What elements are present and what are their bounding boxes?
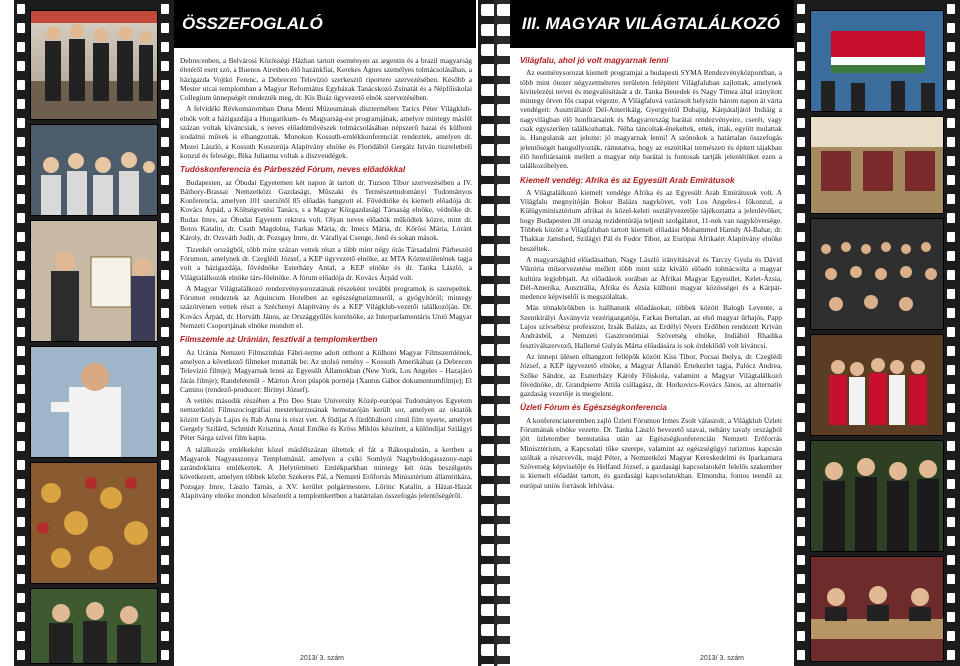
photo-banner-scene [811, 11, 944, 111]
sprocket-hole [497, 364, 510, 376]
sprocket-hole [797, 61, 805, 71]
sprocket-hole [947, 460, 955, 470]
sprocket-hole [17, 61, 25, 71]
sprocket-hole [947, 80, 955, 90]
sprocket-hole [481, 44, 494, 56]
sprocket-hole [947, 23, 955, 33]
right-paragraph: A konferenciateremben zajló Üzleti Fórumon Irmes Zsolt válaszolt, a Világklub Üzleti Fórumának elnöke vezette. Dr. Tanka László bevezető szavai, nehány tavaly országból jött üzletember bemutatása után az Egészségkonferencián Nemzeti Erőforrás Minisztérium, a Kapcsolati tőke szerepe, valamint az egészségügyi turizmus kapcsán szóltak a résztvevők, majd Péter, a Nemzetközi Magyar Kereskedelmi és Iparkamara Szövetség képviselője és Helfand József, a gazdasági kapcsolatokért felelős szakember is kiemelt előadást tartott, és gazdasági kapcsolatokban. Elmondta, fontos teendő az európai uniós források lehívása. [520, 415, 782, 490]
sprocket-hole [161, 441, 169, 451]
photo-award-figures [31, 221, 158, 341]
sprocket-hole [161, 61, 169, 71]
sprocket-hole [481, 364, 494, 376]
sprocket-hole [947, 251, 955, 261]
sprocket-hole [161, 118, 169, 128]
sprocket-hole [497, 144, 510, 156]
sprocket-hole [497, 104, 510, 116]
sprocket-hole [161, 517, 169, 527]
photo-speaker [30, 346, 158, 458]
sprocket-hole [161, 194, 169, 204]
sprocket-hole [481, 84, 494, 96]
sprocket-hole [161, 308, 169, 318]
sprocket-hole [481, 224, 494, 236]
right-paragraph: Az eseménysorozat kiemelt programjai a budapesti SYMA Rendezvényközpontban, a több mint ötezer négyzetméteres területen felépített Világfaluban zajlottak, amelynek kivitelezési tervei és megvalósítását a dr. Tanka Benedek és Nagy Tímea által irányított mintegy ötven fős csapat végezte. A Világfaluvá varázsolt helyszín három napon át várta vendégeit: Ausztráliától Dél-Amerikáig, Gyergyótól Dubajig, Kárpátaljától Indiáig a nagyvilágban élő honfitársaink és Magyarország barátai rendezvényeire, cserét, vagy csak egyszerűen találkozhattak. Néha táncoltak-énekeltek, ettek, ittak, együtt mulattak is. Hangulatuk azt jelezte: jó magyarnak lenni! A szónokok a határtalan összefogás jelentőségét hangsúlyozták, rámutatva, hogy az esztétikai természeti és épített tájakban élő honfitársaink mellett a magyar nép barátai is fontosak tartják jelenlétüket ezen a találkozóhelyen. [520, 68, 782, 171]
sprocket-hole [497, 244, 510, 256]
photo-outdoor-figures [31, 589, 158, 663]
sprocket-hole [497, 304, 510, 316]
sprocket-hole [481, 204, 494, 216]
sprocket-hole [497, 44, 510, 56]
sprocket-hole [17, 536, 25, 546]
sprocket-hole [481, 444, 494, 456]
sprocket-hole [947, 42, 955, 52]
sprocket-hole [481, 404, 494, 416]
sprocket-hole [497, 564, 510, 576]
sprocket-hole [481, 484, 494, 496]
left-text-column [180, 56, 472, 616]
sprocket-hole [481, 624, 494, 636]
sprocket-hole [161, 80, 169, 90]
photo-crowd-audience [810, 218, 944, 330]
left-paragraph: A vetítés második részében a Pro Deo State University Közép-európai Tudományos Egyetem nemzetközi Filmszociográfiai mesterkurzusának bemutatóján került sor, amelyen az oktatók között Gulyás Lajos és Rab Anna is részt vett. A fődíjat A fürdőháború című film nyerte, amelyet Gergely Szilárd, Schmidt Krisztina, Antal Emőke és Kröss Miklós készített, a különdíjat Szilágyi Péter Sárga szívei film kapta. [180, 396, 472, 443]
sprocket-hole [17, 194, 25, 204]
photo-stall-goods [31, 463, 158, 583]
sprocket-hole [797, 175, 805, 185]
sprocket-hole [797, 517, 805, 527]
sprocket-hole [161, 42, 169, 52]
sprocket-hole [161, 213, 169, 223]
sprocket-hole [797, 137, 805, 147]
sprocket-hole [481, 64, 494, 76]
photo-hall-scene [811, 117, 944, 213]
sprocket-hole [481, 424, 494, 436]
sprocket-hole [17, 42, 25, 52]
sprocket-hole [17, 327, 25, 337]
sprocket-hole [797, 498, 805, 508]
sprocket-hole [161, 536, 169, 546]
sprocket-hole [17, 289, 25, 299]
sprocket-hole [797, 441, 805, 451]
photo-crowd-scene [811, 219, 944, 329]
left-page-footer [300, 655, 344, 662]
sprocket-hole [17, 118, 25, 128]
sprocket-hole [161, 4, 169, 14]
sprocket-hole [797, 194, 805, 204]
right-section-heading: Világfalu, ahol jó volt magyarnak lenni [520, 56, 669, 65]
sprocket-hole [17, 650, 25, 660]
sprocket-hole [481, 604, 494, 616]
sprocket-hole [797, 365, 805, 375]
sprocket-hole [161, 327, 169, 337]
sprocket-hole [161, 650, 169, 660]
sprocket-hole [947, 593, 955, 603]
sprocket-hole [17, 308, 25, 318]
photo-exhibition-hall [810, 116, 944, 214]
photo-market-stall [30, 462, 158, 584]
sprocket-hole [161, 23, 169, 33]
right-paragraph: A magyarsághid előadásaiban, Nagy László irányításával és Tarczy Gyula és Dávid Viktória műsorvezetése mellett több mint száz kiváló előadó tolmácsolta a magyar kultúra legjobbjait. Az előadások sorában az Afrikai Magyar Egyesület, Kelet-Ázsia, Dél-Amerika, Ausztrália, Afrika és Ázsia külhoni magyar közösségei és a Kárpát-medence képviselői is megszólaltak. [520, 254, 782, 302]
sprocket-hole [497, 604, 510, 616]
sprocket-hole [797, 156, 805, 166]
sprocket-hole [797, 42, 805, 52]
right-paragraph: Az ünnepi ülésen elhangzott fellépők között Kiss Tibor, Pocsai Ibolya, dr. Czeglédi József, a KEP ügyvezető elnöke, a Magyar Állandó Értekezlet tagja, Palócz Andrea, Szőke Sándor, az Eszterházy Károly Főiskola, valamint a Magyar Világtalálkozó fővédnöke, dr. Grandpierre Attila csillagász, dr. Horkovics-Kovács János, az alternatív gazdaság vezetője is megjelent. [520, 351, 782, 399]
sprocket-hole [17, 555, 25, 565]
sprocket-hole [947, 517, 955, 527]
sprocket-hole [497, 584, 510, 596]
left-paragraph: A találkozás emlékeként közel másfélszázan ültettek el fát a Rákospalotán, a kertben a Magyarok Nagyasszonya Templománál, amelyen a csíki Somlyói Nagyboldogasszony-napi zarándoklatra emlékeztek. A Helytörténeti Emlékparkban mintegy két órás beszélgetés következett, amelyen többek között Szekeres Pál, a Nemzeti Erőforrás Minisztérium államtitkára, Pozsgay Imre, Lászlo Tamás, a XV. kerület polgármestere, Lőrinc Katalin, a Házat-Hazát Alapítvány elnöke mondott köszöntőt a templomkertben a határtalan összefogás jelentőségéről. [180, 444, 472, 501]
sprocket-hole [797, 422, 805, 432]
photo-guests-scene [811, 441, 944, 551]
photo-award-presentation [30, 220, 158, 342]
sprocket-hole [17, 99, 25, 109]
sprocket-hole [481, 564, 494, 576]
sprocket-hole [161, 612, 169, 622]
sprocket-hole [481, 144, 494, 156]
right-paragraph: A Világtalálkozó kiemelt vendége Afrika és az Egyesült Arab Emírátusok volt. A Világfalu megnyitóján Bokor Balázs nagykövet, volt Los Angeles-i főkonzul, a Külügyminisztérium afrikai és közel-keleti osztályvezetője tájékoztatta a jelenlévőket, hogy Budapesten 28 ország rezidentúrája teljesít szolgálatot, 11-nek van nagykövetsége. Többek között a Világfaluban tartott kiemelt előadást Mohammed Hamdy Al-Bahar, dr. Thakkar Jamshed, Szilágyi Pál és Fodor Tibor, az Európai Afrikaért Alapítvány elnöke beszéltek. [520, 187, 782, 253]
sprocket-hole [947, 156, 955, 166]
sprocket-hole [497, 224, 510, 236]
photo-dancers-scene [811, 335, 944, 435]
sprocket-hole [481, 524, 494, 536]
sprocket-hole [947, 365, 955, 375]
sprocket-hole [481, 464, 494, 476]
right-page-header [510, 0, 794, 48]
sprocket-hole [497, 324, 510, 336]
sprocket-hole [497, 404, 510, 416]
sprocket-hole [947, 327, 955, 337]
sprocket-hole [17, 631, 25, 641]
sprocket-hole [481, 304, 494, 316]
sprocket-hole [947, 175, 955, 185]
sprocket-hole [17, 4, 25, 14]
sprocket-hole [17, 175, 25, 185]
sprocket-hole [797, 251, 805, 261]
sprocket-hole [481, 644, 494, 656]
sprocket-hole [161, 270, 169, 280]
sprocket-hole [161, 232, 169, 242]
sprocket-hole [17, 232, 25, 242]
sprocket-hole [17, 251, 25, 261]
sprocket-hole [797, 232, 805, 242]
left-paragraph: A felvidéki Révkomáromban Duna Menti Múzeumának dísztermében Tarics Péter Világklub-elnök volt a házigazdája a Hungarikum- és Magyarság-est programjának, amelyre mintegy másfél százan voltak kíváncsiak, s neves előadóművészek tolmácsolásában népszerű hazai és külhoni irodalmi művek is elhangzottak. Monokon Kossuth-emlékkonferenciát rendeztek, amelyen dr. Mezei László, a Kossuth Koszorúja Alapítvány elnöke és Floridából Gergátz István tiszteletbeli konzul és felesége, Bika Julianna voltak a díszvendégek. [180, 104, 472, 160]
sprocket-hole [947, 4, 955, 14]
right-footer-text: 2013/ 3. szám [700, 655, 744, 662]
sprocket-hole [481, 104, 494, 116]
sprocket-hole [947, 631, 955, 641]
sprocket-hole [947, 270, 955, 280]
sprocket-hole [497, 344, 510, 356]
sprocket-hole [161, 555, 169, 565]
photo-audience-figures [31, 125, 158, 215]
sprocket-hole [947, 650, 955, 660]
sprocket-hole [17, 346, 25, 356]
sprocket-hole [947, 555, 955, 565]
sprocket-hole [947, 422, 955, 432]
left-page-header [174, 0, 476, 48]
right-film-strip [794, 0, 960, 666]
sprocket-hole [481, 184, 494, 196]
left-section-heading: Filmszemle az Uránián, fesztivál a templomkertben [180, 335, 378, 345]
left-paragraph: Tizenkét országból, több mint százan vettek részt a több mint négy órás Társadalmi Párbeszéd Fórumon, amelynek dr. Czeglédi József, a KEP ügyvezető elnöke, az MTA Köztestületének tagja volt a házigazdája, fővédnöke Esterházy Antal, a KEP elnöke és dr. Tanka László, a Világtalálkozók elnöke társ-főelnöke. A fórum előadója dr. Kovács Árpád volt. [180, 244, 472, 282]
sprocket-hole [481, 344, 494, 356]
sprocket-hole [17, 156, 25, 166]
sprocket-hole [947, 498, 955, 508]
sprocket-hole [947, 536, 955, 546]
sprocket-hole [947, 213, 955, 223]
sprocket-hole [947, 137, 955, 147]
sprocket-hole [497, 544, 510, 556]
sprocket-hole [797, 270, 805, 280]
photo-audience [30, 124, 158, 216]
left-paragraph: Az Uránia Nemzeti Filmszínház Fábri-terme adott otthont a Külhoni Magyar Filmszemlének, amelyen a következő filmeket mutatták be: Az utolsó remény – Kossuth Amerikában (a Debrecen Televízió filmje); Magyarnak lenni az Egyesült Államokban (New York, Los Angeles – Hazajáró Járás filmje); Randeletenül – Márton Áron püspök portréja (Xantus Gábor dokumentumfilmje); El Camino (rendező-producer: Birinyi József). [180, 347, 472, 394]
sprocket-hole [797, 99, 805, 109]
sprocket-hole [797, 308, 805, 318]
sprocket-hole [947, 99, 955, 109]
sprocket-hole [17, 612, 25, 622]
sprocket-hole [497, 204, 510, 216]
sprocket-hole [17, 517, 25, 527]
sprocket-hole [161, 593, 169, 603]
sprocket-hole [797, 80, 805, 90]
left-footer-text: 2013/ 3. szám [300, 655, 344, 662]
photo-group-of-men [30, 10, 158, 120]
sprocket-hole [161, 137, 169, 147]
sprocket-hole [481, 504, 494, 516]
photo-group-figures [31, 11, 158, 119]
sprocket-hole [497, 4, 510, 16]
sprocket-hole [161, 479, 169, 489]
sprocket-hole [497, 524, 510, 536]
sprocket-hole [497, 504, 510, 516]
left-paragraph: Debrecenben, a Belvárosi Közösségi Házban tartott eseményen az argentin és a brazil magyarság életéről esett szó, a Buenos Airesben élő hazánkfiai, Kerekes Ágnes személyes tolmácsolásában, a házigazda Vojtkó Ferenc, a Debrecen Televízió szerkesztő riportere szervezésében. Később a Mester utcai templomban a Magyar Református Egyházak Tanácskozó Zsinatát és a Népfőiskolai Collegium ünnepségét rendezték meg, dr. Kis Boáz ügyvezető elnök szervezésében. [180, 56, 472, 103]
sprocket-hole [947, 308, 955, 318]
sprocket-hole [797, 118, 805, 128]
sprocket-hole [947, 384, 955, 394]
sprocket-hole [497, 624, 510, 636]
sprocket-hole [947, 118, 955, 128]
left-section-heading: Tudóskonferencia és Párbeszéd Fórum, neves előadókkal [180, 165, 406, 175]
sprocket-hole [947, 479, 955, 489]
sprocket-hole [797, 574, 805, 584]
right-text-column [520, 56, 782, 646]
sprocket-hole [497, 384, 510, 396]
sprocket-hole [947, 61, 955, 71]
sprocket-hole [497, 64, 510, 76]
sprocket-hole [947, 194, 955, 204]
left-header-title: ÖSSZEFOGLALÓ [182, 14, 323, 33]
sprocket-hole [481, 164, 494, 176]
sprocket-hole [947, 346, 955, 356]
sprocket-hole [497, 444, 510, 456]
sprocket-hole [17, 384, 25, 394]
sprocket-hole [17, 365, 25, 375]
sprocket-hole [947, 232, 955, 242]
sprocket-hole [161, 422, 169, 432]
center-right-film-strip [494, 0, 510, 666]
left-paragraph: A Magyar Világtalálkozó rendezvénysorozatának részeként további programok is szerepeltek. Fórumot rendeztek az Aquincum Hotelben az egészségturizmusról, a gyógyítóról; mintegy százötvenen vettek részt a Széchenyi Alapítvány és a KEP Világklub-vezetői találkozóján. Dr. Kovács Árpád, dr. Horváth János, az Országgyűlés korelnöke, az Interparlamentáris Unió Magyar Nemzeti Csoportjának elnöke mondott el. [180, 283, 472, 331]
sprocket-hole [947, 403, 955, 413]
sprocket-hole [797, 384, 805, 394]
sprocket-hole [161, 99, 169, 109]
right-section-heading: Kiemelt vendég: Afrika és az Egyesült Arab Emírátusok [520, 175, 735, 185]
sprocket-hole [497, 84, 510, 96]
sprocket-hole [161, 346, 169, 356]
sprocket-hole [161, 403, 169, 413]
sprocket-hole [17, 479, 25, 489]
sprocket-hole [497, 164, 510, 176]
sprocket-hole [481, 24, 494, 36]
sprocket-hole [17, 422, 25, 432]
sprocket-hole [797, 4, 805, 14]
left-film-strip [14, 0, 174, 666]
sprocket-hole [481, 584, 494, 596]
sprocket-hole [497, 184, 510, 196]
sprocket-hole [797, 460, 805, 470]
sprocket-hole [797, 23, 805, 33]
sprocket-hole [17, 441, 25, 451]
sprocket-hole [481, 284, 494, 296]
photo-event-banner [810, 10, 944, 112]
sprocket-hole [17, 270, 25, 280]
sprocket-hole [797, 536, 805, 546]
sprocket-hole [161, 631, 169, 641]
sprocket-hole [161, 460, 169, 470]
sprocket-hole [161, 156, 169, 166]
photo-folk-dancers [810, 334, 944, 436]
sprocket-hole [17, 80, 25, 90]
sprocket-hole [947, 612, 955, 622]
sprocket-hole [17, 137, 25, 147]
left-paragraph: Budapesten, az Óbudai Egyetemen két napon át tartott dr. Tuzson Tibor szervezésében a IV. Báthory-Brassai Nemzetközi Gazdasági, Műszaki és Természettudományi Tudományos Konferencia, amelyen 101 szerzőtől 85 előadás hangzott el. Fővédnöke és kiemelt előadója dr. Kovács Árpád, a Költségvetési Tanács, s a Magyar Közgazdasági Társaság elnöke, védnöke dr. Rudas Imre, az Óbudai Egyetem rektora volt. Olyan neves előadók működtek közre, mint dr. Botos Katalin, dr. Csath Magdolna, Farkas Mária, dr. Imecs Mária, dr. Kőrösi Mária, Lóránt Károly, dr. Ozsváth Judit, dr. Pozsgay Imre, dr. Várallyai Csenge, Jenő és sokan mások. [180, 177, 472, 243]
sprocket-hole [797, 327, 805, 337]
sprocket-hole [797, 631, 805, 641]
photo-outdoor-group [30, 588, 158, 664]
sprocket-hole [797, 289, 805, 299]
sprocket-hole [947, 441, 955, 451]
sprocket-hole [797, 593, 805, 603]
sprocket-hole [17, 213, 25, 223]
center-left-film-strip [478, 0, 494, 666]
sprocket-hole [497, 644, 510, 656]
sprocket-hole [481, 384, 494, 396]
sprocket-hole [797, 346, 805, 356]
sprocket-hole [797, 403, 805, 413]
sprocket-hole [497, 464, 510, 476]
sprocket-hole [161, 384, 169, 394]
sprocket-hole [161, 175, 169, 185]
sprocket-hole [497, 484, 510, 496]
sprocket-hole [497, 424, 510, 436]
right-header-title: III. MAGYAR VILÁGTALÁLKOZÓ [521, 14, 780, 33]
right-page-footer [700, 655, 744, 662]
sprocket-hole [481, 4, 494, 16]
sprocket-hole [17, 23, 25, 33]
sprocket-hole [161, 251, 169, 261]
sprocket-hole [497, 24, 510, 36]
sprocket-hole [497, 284, 510, 296]
sprocket-hole [161, 289, 169, 299]
sprocket-hole [481, 324, 494, 336]
sprocket-hole [17, 593, 25, 603]
sprocket-hole [797, 612, 805, 622]
sprocket-hole [797, 650, 805, 660]
sprocket-hole [17, 498, 25, 508]
sprocket-hole [947, 289, 955, 299]
photo-table-scene [811, 557, 944, 661]
photo-conference-table [810, 556, 944, 662]
sprocket-hole [161, 498, 169, 508]
sprocket-hole [497, 124, 510, 136]
sprocket-hole [481, 544, 494, 556]
sprocket-hole [161, 574, 169, 584]
sprocket-hole [497, 264, 510, 276]
right-section-heading: Üzleti Fórum és Egészségkonferencia [520, 403, 667, 413]
right-paragraph: Más témakörökben is hallhatunk előadásokat, többek között Balogh Levente, a Szentkirályi Ásványvíz vezérigazgatója, Farkas Bertalan, az első magyar űrhajós, Papp Lajos szívsebész professzor, Izsák Balázs, az Erdélyi Nyers Erdőben rendezett Kriván Andrásból, a Nemzeti Gasztronómiai Szövetség elnöke, Indiából Rhadika fesztiválszervező, Hallerné Gulyás Márta előadására is sok érdeklődő volt kíváncsi. [520, 303, 782, 350]
sprocket-hole [481, 124, 494, 136]
sprocket-hole [947, 574, 955, 584]
sprocket-hole [17, 460, 25, 470]
sprocket-hole [797, 479, 805, 489]
sprocket-hole [481, 264, 494, 276]
sprocket-hole [481, 244, 494, 256]
sprocket-hole [797, 213, 805, 223]
sprocket-hole [161, 365, 169, 375]
photo-honored-guests [810, 440, 944, 552]
sprocket-hole [17, 403, 25, 413]
sprocket-hole [797, 555, 805, 565]
sprocket-hole [17, 574, 25, 584]
photo-speaker-figure [31, 347, 158, 457]
